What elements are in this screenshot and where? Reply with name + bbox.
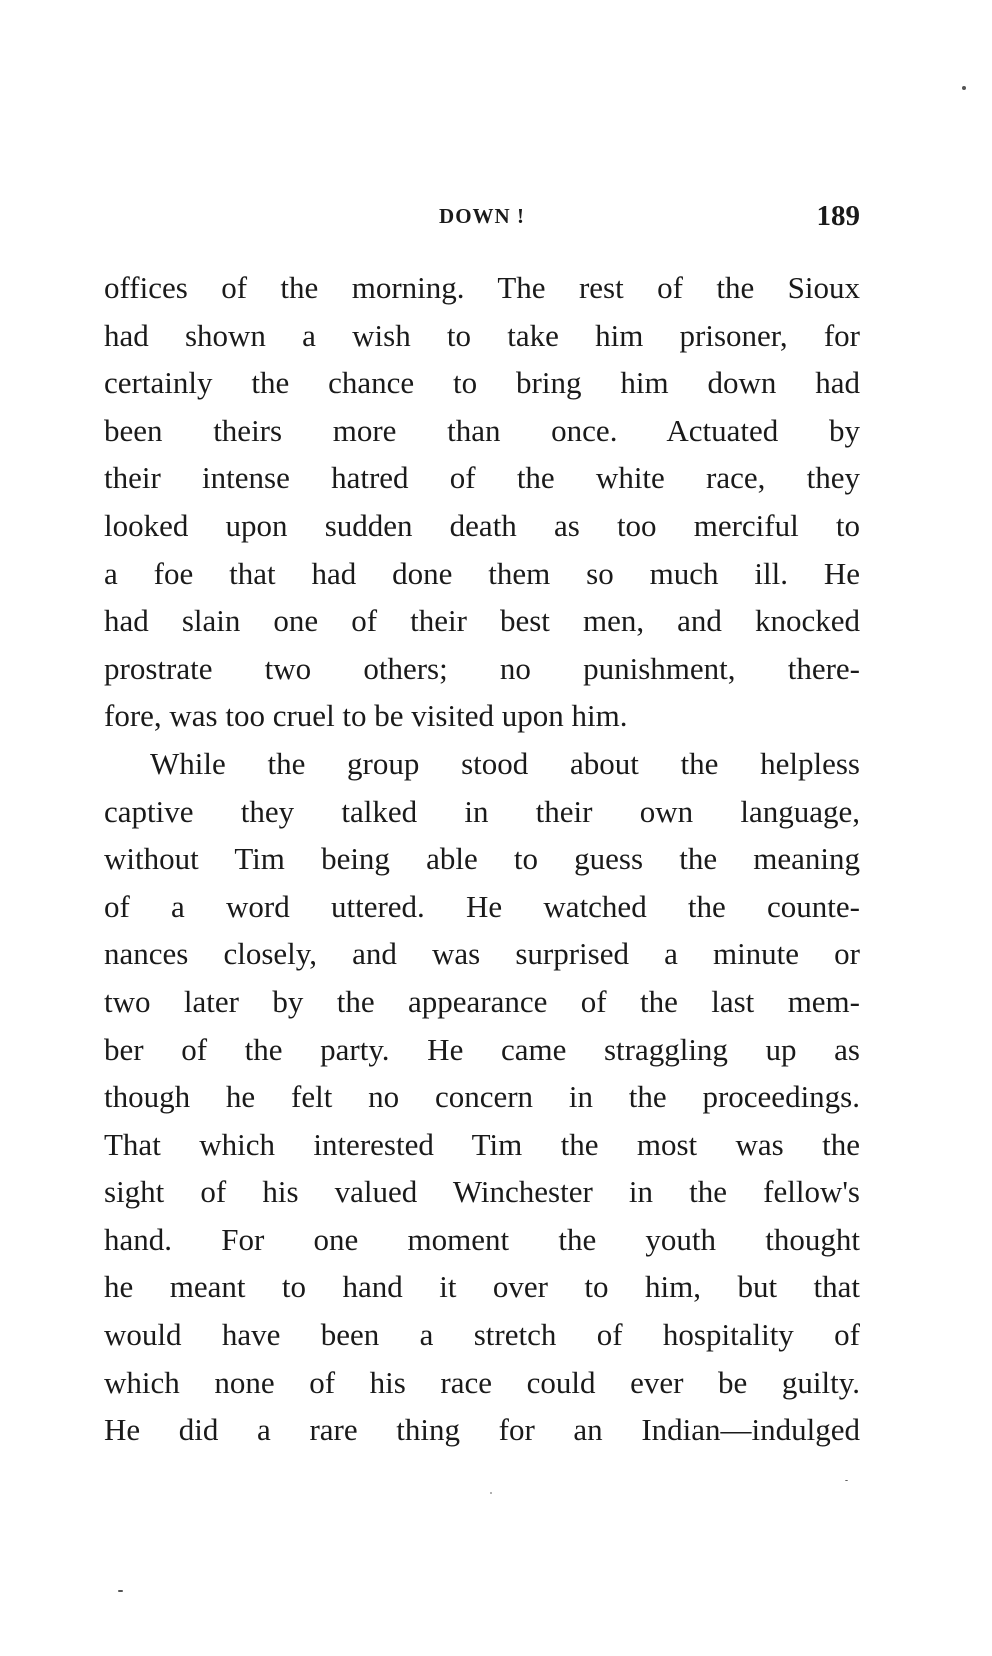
page-number: 189 [816, 200, 860, 232]
text-line: he meant to hand it over to him, but that [104, 1269, 860, 1305]
text-line: ber of the party. He came straggling up as [104, 1031, 860, 1067]
text-line: While the group stood about the helpless [150, 745, 860, 781]
text-line: He did a rare thing for an Indian—indulged [104, 1412, 860, 1448]
running-head [104, 196, 860, 236]
text-line: fore, was too cruel to be visited upon him. [104, 698, 628, 734]
text-line: sight of his valued Winchester in the fellow's [104, 1174, 860, 1210]
text-line: of a word uttered. He watched the counte- [104, 888, 860, 924]
text-line: two later by the appearance of the last mem- [104, 983, 860, 1019]
text-line: offices of the morning. The rest of the Sioux [104, 270, 860, 305]
text-line: hand. For one moment the youth thought [104, 1221, 860, 1257]
text-line: would have been a stretch of hospitality of [104, 1317, 860, 1353]
scan-speck [118, 1590, 123, 1592]
text-line: which none of his race could ever be guilty. [104, 1364, 860, 1400]
text-line: prostrate two others; no punishment, there- [104, 650, 860, 686]
text-line: their intense hatred of the white race, they [104, 460, 860, 496]
text-line: looked upon sudden death as too merciful to [104, 507, 860, 543]
text-line: That which interested Tim the most was the [104, 1126, 860, 1162]
text-line: captive they talked in their own language, [104, 793, 860, 829]
text-line: nances closely, and was surprised a minute or [104, 936, 860, 972]
text-line: a foe that had done them so much ill. He [104, 555, 860, 591]
scan-speck [490, 1492, 492, 1494]
text-line: without Tim being able to guess the meaning [104, 841, 860, 877]
running-title: DOWN ! [439, 204, 525, 228]
scan-speck [962, 86, 966, 90]
text-line: had shown a wish to take him prisoner, for [104, 317, 860, 353]
text-line: had slain one of their best men, and knocked [104, 603, 860, 639]
body-text [104, 264, 860, 1454]
scan-speck [845, 1480, 848, 1481]
text-line: though he felt no concern in the proceedings. [104, 1079, 860, 1115]
text-line: been theirs more than once. Actuated by [104, 412, 860, 448]
text-line: certainly the chance to bring him down had [104, 365, 860, 401]
